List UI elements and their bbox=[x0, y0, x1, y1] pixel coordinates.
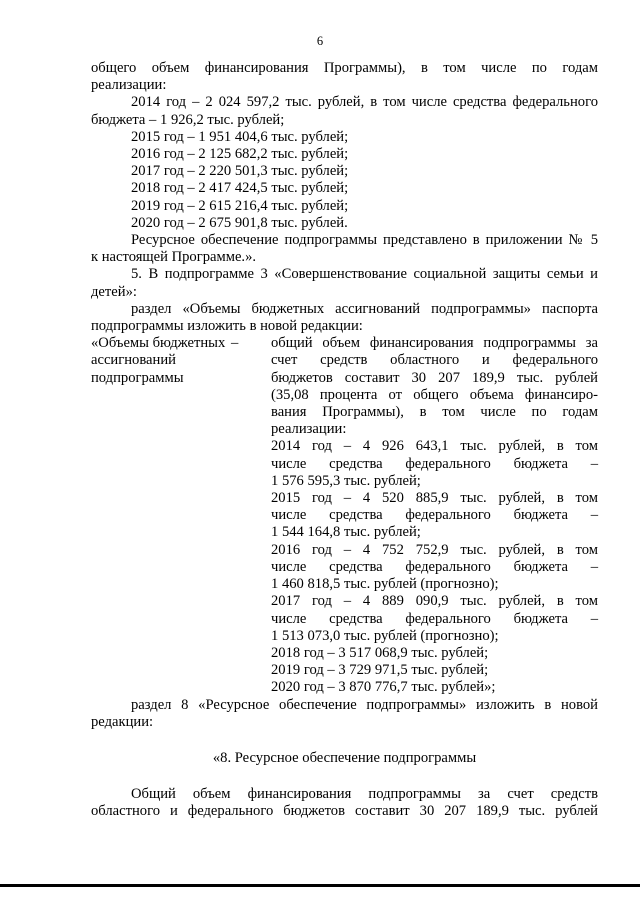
table-right-line: счет средств областного и федерального bbox=[271, 352, 598, 369]
table-left-line: «Объемы бюджетных bbox=[91, 335, 226, 352]
resource-line-2: к настоящей Программе.». bbox=[91, 249, 257, 266]
section-line-2: подпрограммы изложить в новой редакции: bbox=[91, 318, 363, 335]
budget-table bbox=[91, 335, 598, 696]
table-right-line: 2017 год – 4 889 090,9 тыс. рублей, в том bbox=[271, 593, 598, 610]
table-left-line: ассигнований bbox=[91, 352, 176, 369]
table-right-column bbox=[271, 335, 598, 696]
table-right-line: реализации: bbox=[271, 421, 347, 438]
point5-line-1: 5. В подпрограмме 3 «Совершенствование социальной защиты семьи и bbox=[131, 266, 598, 283]
table-right-line: (35,08 процента от общего объема финансиро- bbox=[271, 386, 598, 403]
section8-body-line-1: Общий объем финансирования подпрограммы за счет средств bbox=[131, 786, 598, 803]
table-right-line: общий объем финансирования подпрограммы за bbox=[271, 335, 598, 352]
table-right-line: 1 513 073,0 тыс. рублей (прогнозно); bbox=[271, 627, 499, 644]
table-dash: – bbox=[231, 335, 239, 352]
section8-body-line-2: областного и федерального бюджетов составит 30 207 189,9 тыс. рублей bbox=[91, 803, 598, 820]
section8-line-1: раздел 8 «Ресурсное обеспечение подпрограммы» изложить в новой bbox=[131, 696, 598, 713]
bottom-rule bbox=[0, 884, 640, 887]
year-2016: 2016 год – 2 125 682,2 тыс. рублей; bbox=[131, 146, 349, 163]
year-2015: 2015 год – 1 951 404,6 тыс. рублей; bbox=[131, 128, 349, 145]
page-number: 6 bbox=[316, 34, 324, 48]
section-line-1: раздел «Объемы бюджетных ассигнований подпрограммы» паспорта bbox=[131, 300, 598, 317]
table-right-line: числе средства федерального бюджета – bbox=[271, 507, 598, 524]
document-body bbox=[91, 60, 598, 821]
table-right-line: числе средства федерального бюджета – bbox=[271, 610, 598, 627]
table-right-line: 2018 год – 3 517 068,9 тыс. рублей; bbox=[271, 644, 489, 661]
year-2020: 2020 год – 2 675 901,8 тыс. рублей. bbox=[131, 214, 348, 231]
year-2014-line-1: 2014 год – 2 024 597,2 тыс. рублей, в том числе средства федерального bbox=[131, 94, 598, 111]
table-right-line: числе средства федерального бюджета – bbox=[271, 558, 598, 575]
table-right-line: 2019 год – 3 729 971,5 тыс. рублей; bbox=[271, 662, 489, 679]
table-right-line: 2014 год – 4 926 643,1 тыс. рублей, в том bbox=[271, 438, 598, 455]
table-right-line: 1 460 818,5 тыс. рублей (прогнозно); bbox=[271, 576, 499, 593]
table-right-line: 1 544 164,8 тыс. рублей; bbox=[271, 524, 421, 541]
intro-line-1: общего объем финансирования Программы), в том числе по годам bbox=[91, 60, 598, 76]
year-2019: 2019 год – 2 615 216,4 тыс. рублей; bbox=[131, 197, 349, 214]
table-right-line: вания Программы), в том числе по годам bbox=[271, 404, 598, 421]
table-right-line: бюджетов составит 30 207 189,9 тыс. рублей bbox=[271, 369, 598, 386]
table-left-column bbox=[91, 335, 231, 696]
table-right-line: 2016 год – 4 752 752,9 тыс. рублей, в том bbox=[271, 541, 598, 558]
resource-line-1: Ресурсное обеспечение подпрограммы представлено в приложении № 5 bbox=[131, 232, 598, 249]
year-2014-line-2: бюджета – 1 926,2 тыс. рублей; bbox=[91, 111, 285, 128]
table-right-line: 2020 год – 3 870 776,7 тыс. рублей»; bbox=[271, 679, 496, 696]
table-right-line: числе средства федерального бюджета – bbox=[271, 455, 598, 472]
intro-line-2: реализации: bbox=[91, 77, 167, 94]
table-right-line: 1 576 595,3 тыс. рублей; bbox=[271, 472, 421, 489]
table-left-line: подпрограммы bbox=[91, 369, 184, 386]
year-2018: 2018 год – 2 417 424,5 тыс. рублей; bbox=[131, 180, 349, 197]
section8-heading: «8. Ресурсное обеспечение подпрограммы bbox=[212, 749, 477, 766]
section8-line-2: редакции: bbox=[91, 713, 154, 730]
point5-line-2: детей»: bbox=[91, 283, 137, 300]
year-2017: 2017 год – 2 220 501,3 тыс. рублей; bbox=[131, 163, 349, 180]
table-right-line: 2015 год – 4 520 885,9 тыс. рублей, в том bbox=[271, 490, 598, 507]
